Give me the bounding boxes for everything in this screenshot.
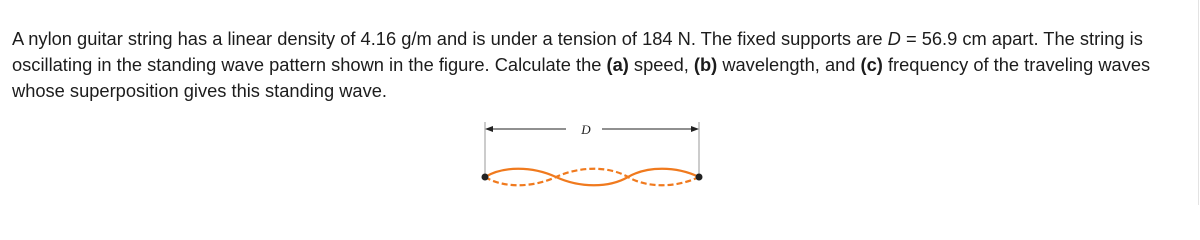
support-left <box>482 174 489 181</box>
problem-text-3: speed, <box>628 54 694 75</box>
part-b-label: (b) <box>693 54 718 75</box>
part-a-label: (a) <box>606 54 629 75</box>
wave-dashed-1 <box>485 169 699 186</box>
variable-d: D <box>887 28 901 49</box>
problem-statement <box>12 26 1172 104</box>
support-right <box>696 174 703 181</box>
standing-wave <box>485 169 699 186</box>
problem-text-1: A nylon guitar string has a linear density of 4.16 g/m and is under a tension of 184 N. The fixed supports are <box>12 28 888 49</box>
dimension-label: D <box>581 122 591 137</box>
wave-solid-1 <box>485 169 699 186</box>
problem-text-5: frequency of the traveling waves whose superposition gives this standing wave. <box>12 54 1151 101</box>
standing-wave-figure <box>478 118 710 198</box>
part-c-label: (c) <box>860 54 883 75</box>
problem-text-2: = 56.9 cm apart. The string is oscillating in the standing wave pattern shown in the figure. Calculate the <box>12 28 1143 75</box>
problem-text-4: wavelength, and <box>717 54 861 75</box>
